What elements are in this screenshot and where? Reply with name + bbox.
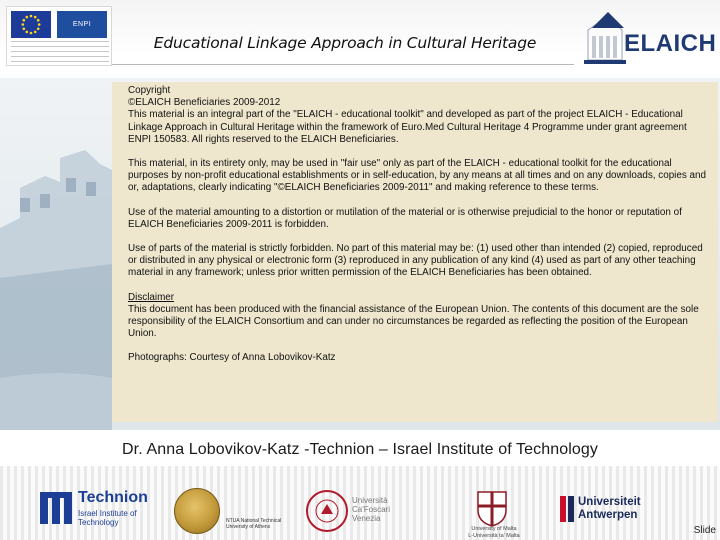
ntua-seal-icon: [174, 488, 220, 534]
ntua-caption-line-2: University of Athens: [226, 524, 271, 530]
malta-caption: [464, 526, 524, 540]
author-line: Dr. Anna Lobovikov-Katz -Technion – Israel Institute of Technology: [122, 441, 598, 458]
ntua-caption-line-1: NTUA National Technical: [226, 518, 282, 524]
eu-logo-caption: [11, 41, 109, 63]
malta-crest-icon: [474, 488, 510, 530]
venezia-name: [352, 496, 390, 523]
copyright-paragraph-2: This material, in its entirety only, may be used in "fair use" only as part of the ELAICH - educational toolkit for the educational purposes by non-profit educational establishments or in self-education, by any means at all times and on any downloads, copies and or, adaptations, clearly indicating "©ELAICH Beneficiaries 2009-2011" and making reference to these terms.: [128, 158, 707, 194]
copyright-paragraph-1: This material is an integral part of the "ELAICH - educational toolkit" and developed as part of the project ELAICH - Educational Linkage Approach in Cultural Heritage within the framework of Euro.Med Cultural Heritage 4 Programme under grant agreement ENPI 150583. All rights reserved to the ELAICH Beneficiaries.: [128, 109, 687, 145]
disclaimer-heading: Disclaimer: [128, 291, 175, 303]
antwerpen-name-line-2: Antwerpen: [578, 509, 638, 521]
venezia-seal-icon: [306, 490, 348, 532]
copyright-paragraph-3: Use of the material amounting to a distortion or mutilation of the material or is otherwise prejudicial to the honor or reputation of ELAICH Beneficiaries 2009-2011 is forbidden.: [128, 206, 682, 230]
venezia-name-line-2: Ca'Foscari: [352, 505, 390, 514]
course-title: Educational Linkage Approach in Cultural Heritage: [153, 34, 537, 52]
ntua-caption: [226, 518, 281, 530]
copyright-panel: [112, 82, 718, 422]
header: [0, 0, 720, 78]
eu-flag-icon: [11, 11, 51, 38]
technion-subtitle: [78, 509, 137, 527]
technion-subtitle-line-2: Technology: [78, 518, 119, 527]
slide-label: Slide: [693, 525, 716, 536]
venezia-name-line-1: Università: [352, 496, 388, 505]
antwerpen-name-line-1: Universiteit: [578, 496, 641, 508]
technion-name: Technion: [78, 489, 148, 506]
copyright-paragraph-4: Use of parts of the material is strictly forbidden. No part of this material may be: (1) used other than intended (2) copied, reproduced or distributed in any physical or electronic form (3) reproduced in any publication of any kind (4) used as part of any other teaching material in any framework; unless prior written permission of the ELAICH Beneficiaries has been obtained.: [128, 243, 703, 279]
photo-credit: Photographs: Courtesy of Anna Lobovikov-Katz: [128, 352, 336, 364]
header-divider: [112, 64, 574, 65]
eu-enpi-logo: [6, 6, 112, 66]
technion-subtitle-line-1: Israel Institute of: [78, 509, 137, 518]
antwerpen-name: [578, 496, 641, 522]
malta-caption-line-1: University of Malta: [471, 526, 517, 532]
copyright-heading: Copyright: [128, 85, 171, 96]
disclaimer-text: This document has been produced with the financial assistance of the European Union. The contents of this document are the sole responsibility of the ELAICH Consortium and can under no circumstances be regarded as reflecting the position of the European Union.: [128, 303, 699, 340]
partner-logos-footer: [0, 466, 720, 540]
malta-caption-line-2: L-Università ta' Malta: [468, 533, 520, 539]
elaich-wordmark: ELAICH: [624, 30, 717, 57]
copyright-owner: ©ELAICH Beneficiaries 2009-2012: [128, 97, 281, 109]
enpi-logo: ENPI: [57, 11, 107, 38]
venezia-name-line-3: Venezia: [352, 514, 381, 523]
antwerpen-mark-icon: [560, 496, 574, 522]
